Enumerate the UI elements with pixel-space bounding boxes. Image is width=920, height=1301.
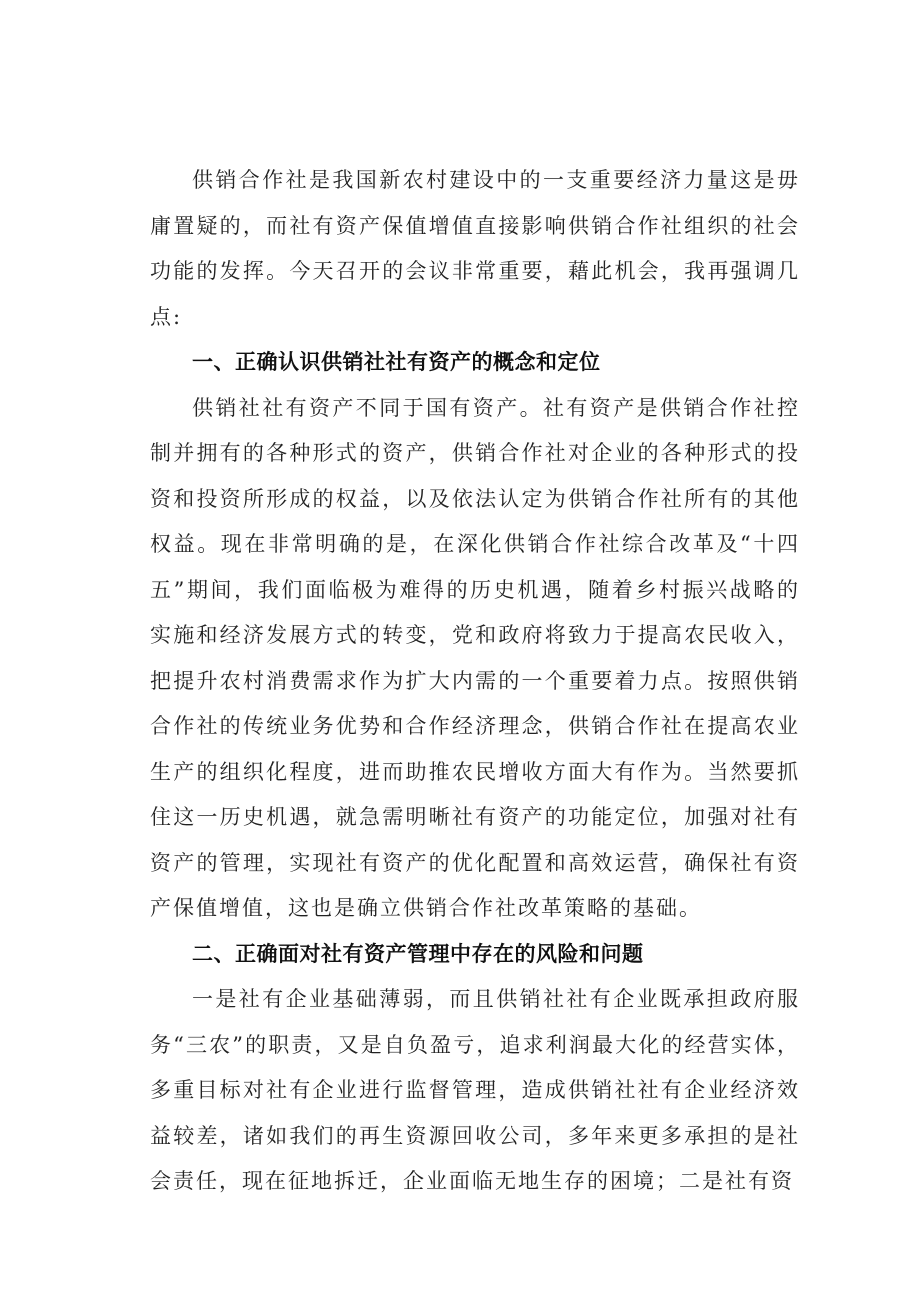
intro-paragraph: 供销合作社是我国新农村建设中的一支重要经济力量这是毋庸置疑的，而社有资产保值增值直接影响供销合作社组织的社会功能的发挥。今天召开的会议非常重要，藉此机会，我再强调几点: (150, 168, 800, 329)
section-1-paragraph: 供销社社有资产不同于国有资产。社有资产是供销合作社控制并拥有的各种形式的资产，供销合作社对企业的各种形式的投资和投资所形成的权益，以及依法认定为供销合作社所有的其他权益。现在非常明确的是，在深化供销合作社综合改革及“十四五”期间，我们面临极为难得的历史机遇，随着乡村振兴战略的实施和经济发展方式的转变，党和政府将致力于提高农民收入，把提升农村消费需求作为扩大内需的一个重要着力点。按照供销合作社的传统业务优势和合作经济理念，供销合作社在提高农业生产的组织化程度，进而助推农民增收方面大有作为。当然要抓住这一历史机遇，就急需明晰社有资产的功能定位，加强对社有资产的管理，实现社有资产的优化配置和高效运营，确保社有资产保值增值，这也是确立供销合作社改革策略的基础。 (150, 395, 800, 920)
document-body (150, 158, 800, 1205)
section-2-heading: 二、正确面对社有资产管理中存在的风险和问题 (192, 941, 644, 966)
section-2-paragraph: 一是社有企业基础薄弱，而且供销社社有企业既承担政府服务“三农”的职责，又是自负盈亏，追求利润最大化的经营实体，多重目标对社有企业进行监督管理，造成供销社社有企业经济效益较差，诸如我们的再生资源回收公司，多年来更多承担的是社会责任，现在征地拆迁，企业面临无地生存的困境；二是社有资 (150, 987, 800, 1193)
section-1-heading: 一、正确认识供销社社有资产的概念和定位 (192, 350, 601, 374)
